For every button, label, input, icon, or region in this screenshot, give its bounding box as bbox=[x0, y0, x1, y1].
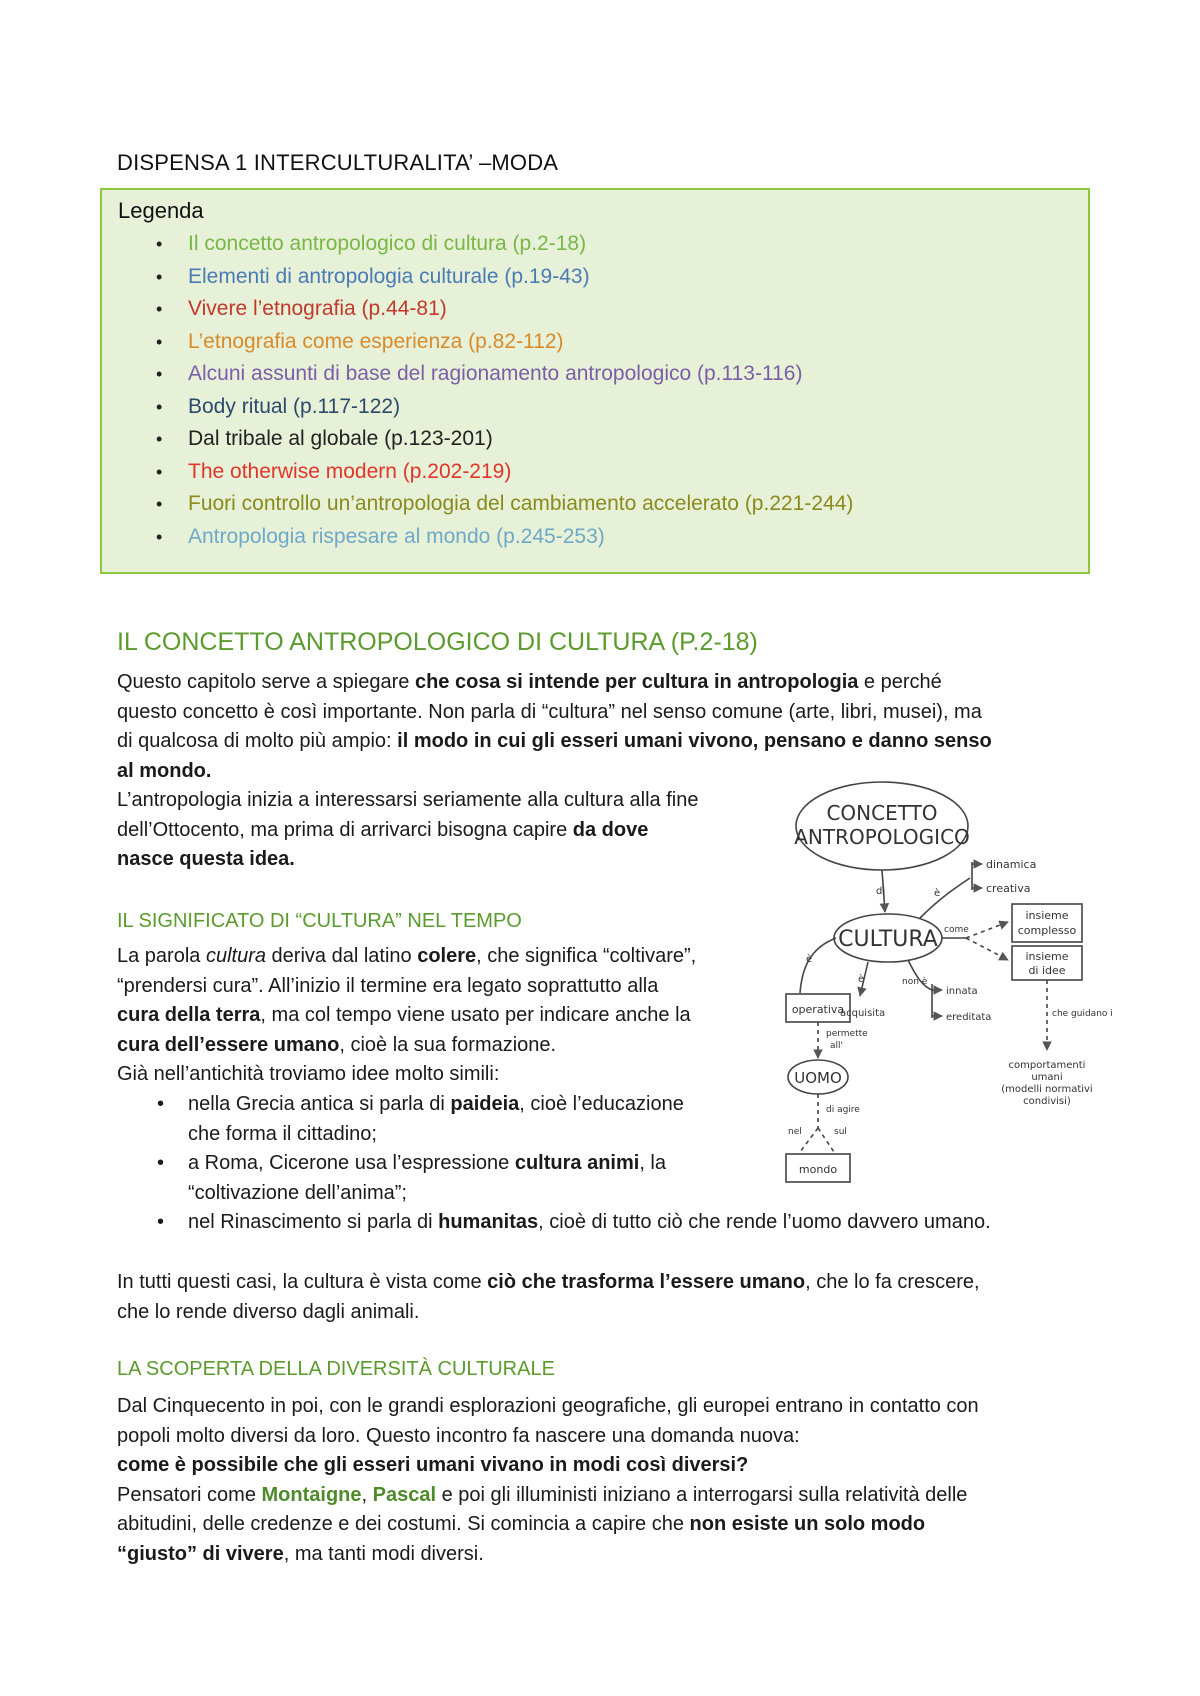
text-run: colere bbox=[417, 945, 477, 967]
text-run: , ma tanti modi diversi. bbox=[283, 1542, 484, 1565]
legend-item: • Antropologia rispesare al mondo (p.245-253) bbox=[118, 521, 1072, 554]
text-run: cura della terra bbox=[117, 1004, 261, 1026]
text-run: La parola bbox=[117, 945, 206, 967]
node-label: di idee bbox=[1028, 964, 1066, 977]
text-run: , che significa “coltivare”, bbox=[476, 945, 697, 967]
text-run: Questo capitolo serve a spiegare bbox=[117, 671, 415, 693]
legend-item: • Elementi di antropologia culturale (p.19-43) bbox=[118, 261, 1072, 294]
edge-label: nel bbox=[788, 1127, 802, 1137]
text-run: nel Rinascimento si parla di bbox=[188, 1211, 439, 1233]
node-label: ereditata bbox=[946, 1012, 992, 1023]
origin-paragraph bbox=[117, 786, 797, 875]
text-run: , la bbox=[639, 1152, 666, 1174]
text-run: , cioè la sua formazione. bbox=[339, 1033, 557, 1056]
text-run: ciò che trasforma l’essere umano bbox=[487, 1271, 806, 1293]
text-run: Pascal bbox=[372, 1483, 437, 1506]
text-run: humanitas bbox=[438, 1211, 539, 1233]
intro-paragraph bbox=[117, 668, 1097, 786]
concept-map-diagram bbox=[790, 778, 1160, 1188]
text-run: nasce questa idea. bbox=[117, 848, 295, 870]
edge-label: permette bbox=[826, 1029, 868, 1039]
text-run: al mondo. bbox=[117, 759, 212, 782]
edge-label: sul bbox=[834, 1127, 847, 1137]
text-run: come è possibile che gli esseri umani vivano in modi così diversi? bbox=[117, 1454, 749, 1476]
node-label: creativa bbox=[986, 882, 1031, 895]
edge-label: è bbox=[934, 888, 941, 899]
text-run: dell’Ottocento, ma prima di arrivarci bisogna capire bbox=[117, 818, 573, 841]
legend-item: • Dal tribale al globale (p.123-201) bbox=[118, 423, 1072, 456]
text-run: , che lo fa crescere, bbox=[805, 1271, 980, 1293]
text-run: e perché bbox=[858, 671, 942, 693]
text-run: In tutti questi casi, la cultura è vista come bbox=[117, 1271, 488, 1293]
text-run: “giusto” di vivere bbox=[117, 1542, 284, 1565]
edge-label: non è bbox=[902, 977, 928, 987]
subsection-heading-diversity: LA SCOPERTA DELLA DIVERSITÀ CULTURALE bbox=[117, 1358, 555, 1380]
edge-label: è bbox=[858, 974, 865, 985]
edge-label: come bbox=[944, 925, 969, 935]
meaning-paragraph bbox=[117, 942, 797, 1090]
text-run: che cosa si intende per cultura in antropologia bbox=[414, 671, 859, 693]
legend-list bbox=[118, 228, 1072, 553]
text-run: a Roma, Cicerone usa l’espressione bbox=[188, 1152, 515, 1174]
legend-item: • Fuori controllo un’antropologia del cambiamento accelerato (p.221-244) bbox=[118, 488, 1072, 521]
text-run: cultura animi bbox=[514, 1152, 640, 1174]
text-run: da dove bbox=[572, 818, 649, 841]
text-run: , bbox=[361, 1483, 373, 1506]
legend-item: • The otherwise modern (p.202-219) bbox=[118, 456, 1072, 489]
text-run: “coltivazione dell’anima”; bbox=[188, 1181, 407, 1204]
text-run: popoli molto diversi da loro. Questo incontro fa nascere una domanda nuova: bbox=[117, 1424, 800, 1447]
node-label: (modelli normativi bbox=[1001, 1084, 1093, 1095]
node-label: comportamenti bbox=[1008, 1060, 1086, 1071]
document-title: DISPENSA 1 INTERCULTURALITA’ –MODA bbox=[117, 150, 559, 175]
edge-label: che guidano i bbox=[1052, 1009, 1113, 1019]
node-label: operativa bbox=[791, 1003, 845, 1016]
concept-node-label: CONCETTO bbox=[826, 801, 938, 825]
diversity-paragraph bbox=[117, 1392, 1137, 1569]
text-run: Già nell’antichità troviamo idee molto simili: bbox=[117, 1063, 500, 1085]
node-label: insieme bbox=[1025, 950, 1069, 963]
text-run: deriva dal latino bbox=[266, 945, 418, 967]
summary-paragraph bbox=[117, 1268, 1117, 1327]
text-run: Montaigne bbox=[261, 1483, 362, 1506]
text-run: di qualcosa di molto più ampio: bbox=[117, 730, 398, 752]
node-label: insieme bbox=[1025, 909, 1069, 922]
node-label: innata bbox=[946, 986, 978, 997]
edge-label: di agire bbox=[826, 1105, 860, 1115]
legend-item: • L’etnografia come esperienza (p.82-112) bbox=[118, 326, 1072, 359]
edge-label: è bbox=[806, 954, 813, 965]
text-run: che forma il cittadino; bbox=[188, 1122, 377, 1145]
text-run: “prendersi cura”. All’inizio il termine era legato soprattutto alla bbox=[117, 974, 659, 997]
node-label: mondo bbox=[798, 1163, 838, 1176]
text-run: e poi gli illuministi iniziano a interrogarsi sulla relatività delle bbox=[436, 1483, 968, 1506]
text-run: L’antropologia inizia a interessarsi seriamente alla cultura alla fine bbox=[117, 789, 699, 811]
subsection-heading-meaning: IL SIGNIFICATO DI “CULTURA” NEL TEMPO bbox=[117, 910, 522, 932]
text-run: paideia bbox=[450, 1093, 520, 1115]
text-run: il modo in cui gli esseri umani vivono, pensano e danno senso bbox=[397, 730, 992, 752]
node-label: condivisi) bbox=[1023, 1096, 1071, 1107]
list-item bbox=[117, 1208, 1117, 1238]
text-run: che lo rende diverso dagli animali. bbox=[117, 1300, 420, 1323]
text-run: , cioè l’educazione bbox=[519, 1093, 684, 1115]
legend-item: • Alcuni assunti di base del ragionamento antropologico (p.113-116) bbox=[118, 358, 1072, 391]
man-node-label: UOMO bbox=[794, 1069, 842, 1087]
text-run: Dal Cinquecento in poi, con le grandi esplorazioni geografiche, gli europei entrano in contatto con bbox=[117, 1395, 979, 1417]
node-label: acquisita bbox=[840, 1008, 886, 1019]
node-label: complesso bbox=[1017, 924, 1077, 937]
section-heading: IL CONCETTO ANTROPOLOGICO DI CULTURA (P.2-18) bbox=[117, 628, 758, 656]
text-run: non esiste un solo modo bbox=[689, 1513, 926, 1535]
text-run: , ma col tempo viene usato per indicare anche la bbox=[260, 1004, 691, 1026]
text-run: Pensatori come bbox=[117, 1483, 262, 1506]
text-run: cultura bbox=[205, 945, 266, 967]
legend-heading: Legenda bbox=[118, 198, 204, 223]
legend-item: • Il concetto antropologico di cultura (p.2-18) bbox=[118, 228, 1072, 261]
text-run: abitudini, delle credenze e dei costumi. Si comincia a capire che bbox=[117, 1513, 690, 1535]
node-label: umani bbox=[1031, 1072, 1063, 1083]
concept-node-label: ANTROPOLOGICO bbox=[794, 825, 970, 849]
text-run: , cioè di tutto ciò che rende l’uomo davvero umano. bbox=[538, 1211, 991, 1233]
legend-item: • Body ritual (p.117-122) bbox=[118, 391, 1072, 424]
legend-item: • Vivere l’etnografia (p.44-81) bbox=[118, 293, 1072, 326]
text-run: cura dell’essere umano bbox=[117, 1033, 340, 1056]
text-run: nella Grecia antica si parla di bbox=[188, 1093, 451, 1115]
edge-label: all' bbox=[830, 1041, 843, 1051]
culture-node-label: CULTURA bbox=[838, 927, 938, 952]
node-label: dinamica bbox=[986, 858, 1037, 871]
text-run: questo concetto è così importante. Non parla di “cultura” nel senso comune (arte, libri, musei), ma bbox=[117, 700, 982, 723]
legend-box bbox=[100, 188, 1090, 574]
edge-label: di bbox=[876, 886, 886, 897]
